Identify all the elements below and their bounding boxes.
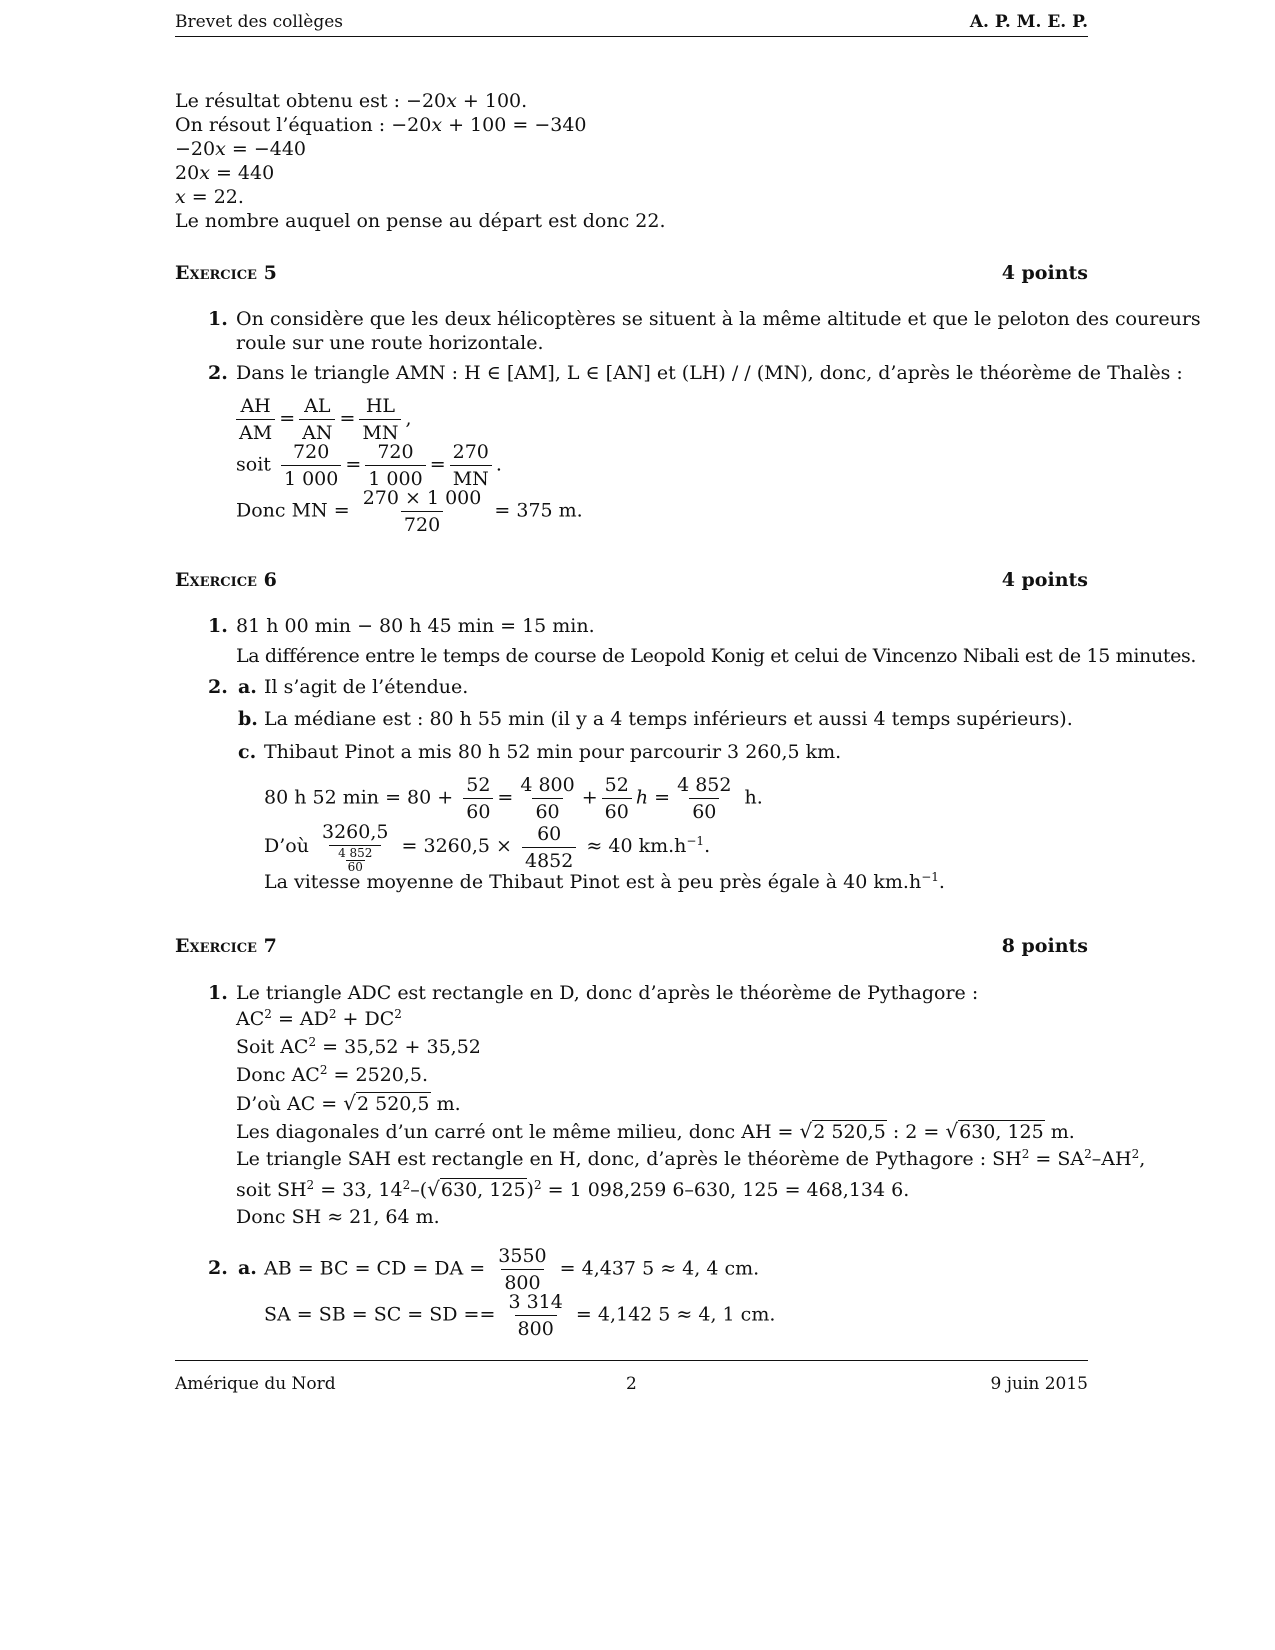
footer-rule — [175, 1360, 1088, 1361]
footer-left: Amérique du Nord — [175, 1374, 336, 1394]
ex6-item2c-text: Thibaut Pinot a mis 80 h 52 min pour parcourir 3 260,5 km. — [264, 741, 842, 763]
ex5-title: Exercice 5 — [175, 262, 277, 284]
ex6-title: Exercice 6 — [175, 569, 277, 591]
ex6-item2-number: 2. — [208, 676, 228, 698]
footer-right: 9 juin 2015 — [990, 1374, 1088, 1394]
ex6-item2b-text: La médiane est : 80 h 55 min (il y a 4 temps inférieurs et aussi 4 temps supérieurs). — [264, 708, 1073, 730]
ex5-points: 4 points — [1001, 262, 1088, 284]
ex6-item2c-conclusion: La vitesse moyenne de Thibaut Pinot est à peu près égale à 40 $km.h^{-1}$. — [264, 870, 945, 893]
header-rule — [175, 36, 1088, 37]
ex7-soit-ac: Soit $AC^2 = 35,52 + 35,52$ — [236, 1035, 481, 1058]
ex7-soit-sh: soit $SH^2 = 33$, $14^2-(√630$, 125)$^2$ = 1 098,259 6–630, 125 = 468,134 6. — [236, 1177, 910, 1201]
intro-line-1: Le résultat obtenu est : −20x + 100. — [175, 90, 528, 112]
ex6-item2a-text: Il s’agit de l’étendue. — [264, 676, 469, 698]
ex5-donc-mn-line: Donc MN = $\frac{270 \times 1 000}{720}$ = 375 m. — [236, 487, 583, 536]
ex6-item2c-speed-calc: D’où $\frac{3260,5}{\frac{4 852}{60}}$ = 3260,5 × $\frac{60}{4852}$ ≈ 40 $km.h^{-1}$. — [264, 821, 711, 874]
ex7-pythagore-ac: $AC^2 = AD^2 + DC^2$ — [236, 1007, 402, 1030]
fraction: $\frac{4 852}{60}$ — [338, 846, 373, 874]
ex5-thales-ratios: $\frac{AH}{AM}$ = $\frac{AL}{AN}$ = $\frac{HL}{MN}$ , — [232, 394, 412, 445]
fraction: $\frac{270 \times 1 000}{720}$ — [362, 487, 482, 536]
ex6-item2c-time-conversion: 80 h 52 min = 80 + $\frac{52}{60}$ = $\frac{4 800}{60}$ + $\frac{52}{60}$ h = $\frac{4 852}{60}$ h. — [264, 774, 763, 823]
header-left: Brevet des collèges — [175, 12, 344, 32]
ex7-item2-number: 2. — [208, 1257, 228, 1279]
fraction: $\frac{60}{4852}$ — [522, 822, 576, 873]
ex6-item1-line1: 81 h 00 min − 80 h 45 min = 15 min. — [236, 615, 595, 637]
fraction: $\frac{HL}{MN}$ — [359, 394, 401, 445]
ex6-points: 4 points — [1001, 569, 1088, 591]
page-number: 2 — [626, 1374, 637, 1394]
header-right: A. P. M. E. P. — [969, 12, 1088, 32]
fraction: $\frac{52}{60}$ — [463, 773, 493, 824]
ex7-item1-line1: Le triangle ADC est rectangle en D, donc d’après le théorème de Pythagore : — [236, 982, 979, 1004]
intro-line-3: −20x = −440 — [175, 138, 307, 160]
ex7-donc-ac: Donc $AC^2 = 2520,5$. — [236, 1063, 429, 1086]
fraction: $\frac{270}{MN}$ — [450, 440, 492, 491]
ex6-item2b-label: b. — [238, 708, 258, 730]
ex6-item2a-label: a. — [238, 676, 257, 698]
ex7-donc-sh: Donc SH ≈ 21, 64 m. — [236, 1206, 440, 1228]
fraction: $\frac{4 800}{60}$ — [520, 774, 575, 823]
fraction: $\frac{52}{60}$ — [602, 773, 632, 824]
fraction: $\frac{720}{1 000}$ — [281, 440, 341, 491]
ex6-item2c-label: c. — [238, 741, 257, 763]
fraction: $\frac{720}{1 000}$ — [365, 440, 425, 491]
fraction: $\frac{3 314}{800}$ — [508, 1291, 563, 1340]
fraction: $\frac{AL}{AN}$ — [299, 394, 335, 445]
intro-line-5: x = 22. — [175, 186, 244, 208]
ex5-item2-number: 2. — [208, 362, 228, 384]
intro-line-2: On résout l’équation : −20x + 100 = −340 — [175, 114, 587, 136]
ex7-diagonales: Les diagonales d’un carré ont le même milieu, donc AH = √2 520,5 : 2 = √630, 125 m. — [236, 1119, 1075, 1143]
intro-line-6: Le nombre auquel on pense au départ est donc 22. — [175, 210, 666, 232]
ex7-item1-number: 1. — [208, 982, 228, 1004]
intro-line-4: 20x = 440 — [175, 162, 275, 184]
ex5-item1-number: 1. — [208, 308, 228, 330]
ex7-item2a-base-edges: AB = BC = CD = DA = $\frac{3550}{800}$ = 4,437 5 ≈ 4, 4 cm. — [264, 1245, 760, 1294]
ex6-item1-line2: La différence entre le temps de course de Leopold Konig et celui de Vincenzo Nibali est de 15 minutes. — [236, 645, 1197, 667]
fraction: $\frac{AH}{AM}$ — [236, 394, 275, 445]
ex7-item2a-lateral-edges: SA = SB = SC = SD == $\frac{3 314}{800}$ = 4,142 5 ≈ 4, 1 cm. — [264, 1291, 776, 1340]
fraction: $\frac{3550}{800}$ — [498, 1245, 547, 1294]
fraction: $\frac{4 852}{60}$ — [677, 774, 732, 823]
ex7-triangle-sah: Le triangle SAH est rectangle en H, donc, d’après le théorème de Pythagore : $SH^2 = SA^2-AH^2$, — [236, 1147, 1146, 1170]
ex7-dou-ac: D’où AC = √2 520,5 m. — [236, 1091, 461, 1115]
ex5-item1-line1: On considère que les deux hélicoptères se situent à la même altitude et que le peloton des coureurs — [236, 308, 1201, 330]
ex7-item2a-label: a. — [238, 1257, 257, 1279]
ex7-title: Exercice 7 — [175, 935, 277, 957]
ex5-item2-line1: Dans le triangle AMN : H ∈ [AM], L ∈ [AN] et (LH) / / (MN), donc, d’après le théorème de Thalès : — [236, 362, 1183, 384]
ex5-soit-line: soit $\frac{720}{1 000}$ = $\frac{720}{1 000}$ = $\frac{270}{MN}$ . — [236, 441, 502, 490]
ex6-item1-number: 1. — [208, 615, 228, 637]
fraction: $\frac{3260,5}{\frac{4 852}{60}}$ — [322, 821, 389, 874]
ex5-item1-line2: roule sur une route horizontale. — [236, 332, 544, 354]
ex7-points: 8 points — [1001, 935, 1088, 957]
